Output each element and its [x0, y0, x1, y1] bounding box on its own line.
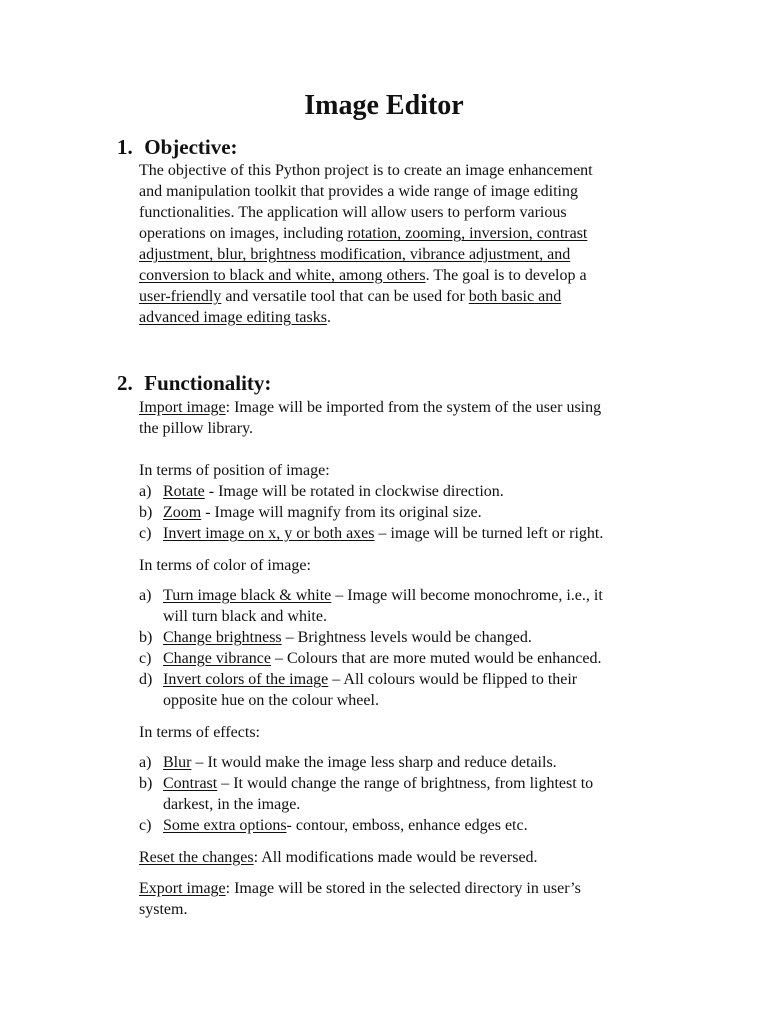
item-description: – Brightness levels would be changed.	[281, 629, 532, 646]
underlined-text: rotation, zooming, inversion, contrast	[347, 225, 588, 242]
item-description: – Colours that are more muted would be enhanced.	[270, 650, 602, 667]
list-item	[139, 481, 679, 502]
item-label: Zoom	[163, 504, 202, 521]
list-marker: c)	[139, 525, 152, 542]
text-run: and versatile tool that can be used for	[221, 288, 469, 305]
text-line	[139, 286, 679, 307]
text-line	[139, 181, 679, 202]
text-run: The objective of this Python project is to create an image enhancement	[139, 162, 593, 179]
import-image-label: Import image	[139, 399, 226, 416]
text-run: operations on images, including	[139, 225, 348, 242]
item-description: - Image will be rotated in clockwise direction.	[204, 483, 504, 500]
underlined-text: user-friendly	[139, 288, 222, 305]
text-run: functionalities. The application will allow users to perform various	[139, 204, 567, 221]
list-marker: d)	[139, 671, 153, 688]
list-marker: c)	[139, 650, 152, 667]
list-item	[139, 627, 679, 648]
text-line	[139, 223, 679, 244]
export-label: Export image	[139, 880, 226, 897]
section-heading-objective	[117, 134, 238, 160]
item-label: Invert image on x, y or both axes	[163, 525, 375, 542]
item-label: Turn image black & white	[163, 587, 332, 604]
list-marker: b)	[139, 629, 153, 646]
underlined-text: conversion to black and white, among others	[139, 267, 426, 284]
underlined-text: advanced image editing tasks	[139, 309, 327, 326]
position-intro: In terms of position of image:	[139, 462, 330, 479]
section-heading-functionality	[117, 370, 271, 396]
list-marker: b)	[139, 775, 153, 792]
text-line	[139, 244, 679, 265]
text-run: . The goal is to develop a	[425, 267, 587, 284]
item-description: – It would change the range of brightness, from lightest to	[217, 775, 594, 792]
list-marker: c)	[139, 817, 152, 834]
reset-text: : All modifications made would be reversed.	[253, 849, 538, 866]
item-label: Change brightness	[163, 629, 282, 646]
effects-list	[139, 752, 679, 836]
objective-paragraph	[139, 160, 679, 328]
text-run: .	[326, 309, 331, 326]
text-line	[139, 265, 679, 286]
color-intro: In terms of color of image:	[139, 557, 311, 574]
text-line	[139, 397, 679, 418]
underlined-text: both basic and	[468, 288, 562, 305]
list-marker: a)	[139, 587, 152, 604]
item-label: Rotate	[163, 483, 205, 500]
item-description: – All colours would be flipped to their	[328, 671, 578, 688]
item-label: Blur	[163, 754, 192, 771]
item-label: Some extra options	[163, 817, 287, 834]
item-continuation: opposite hue on the colour wheel.	[163, 692, 379, 709]
list-item	[139, 752, 679, 773]
import-text: : Image will be imported from the system of the user using	[225, 399, 602, 416]
text-run: and manipulation toolkit that provides a wide range of image editing	[139, 183, 578, 200]
text-line	[139, 878, 679, 899]
document-title: Image Editor	[304, 90, 464, 121]
section-number: 1.	[117, 135, 133, 159]
export-paragraph	[139, 878, 679, 920]
item-description: – Image will become monochrome, i.e., it	[331, 587, 603, 604]
section-number: 2.	[117, 371, 133, 395]
item-description: - Image will magnify from its original size.	[201, 504, 482, 521]
section-heading-text: Objective:	[144, 135, 238, 159]
position-list	[139, 481, 679, 544]
list-item	[139, 773, 679, 815]
list-marker: a)	[139, 754, 152, 771]
list-item	[139, 502, 679, 523]
text-line	[139, 160, 679, 181]
list-item	[139, 585, 679, 627]
reset-paragraph	[139, 847, 679, 868]
underlined-text: adjustment, blur, brightness modification, vibrance adjustment, and	[139, 246, 571, 263]
list-marker: b)	[139, 504, 153, 521]
import-paragraph	[139, 397, 679, 439]
list-item	[139, 815, 679, 836]
item-label: Invert colors of the image	[163, 671, 329, 688]
list-item	[139, 523, 679, 544]
item-description: – image will be turned left or right.	[374, 525, 604, 542]
item-label: Contrast	[163, 775, 218, 792]
effects-intro: In terms of effects:	[139, 724, 260, 741]
reset-label: Reset the changes	[139, 849, 254, 866]
item-description: – It would make the image less sharp and reduce details.	[191, 754, 557, 771]
item-description: - contour, emboss, enhance edges etc.	[286, 817, 528, 834]
text-line	[139, 202, 679, 223]
export-text: : Image will be stored in the selected directory in user’s	[225, 880, 581, 897]
list-item	[139, 669, 679, 711]
text-line	[139, 847, 679, 868]
color-list	[139, 585, 679, 711]
section-heading-text: Functionality:	[144, 371, 272, 395]
text-line: the pillow library.	[139, 420, 254, 437]
text-line: system.	[139, 901, 188, 918]
text-line	[139, 307, 679, 328]
item-continuation: will turn black and white.	[163, 608, 327, 625]
list-item	[139, 648, 679, 669]
item-continuation: darkest, in the image.	[163, 796, 301, 813]
list-marker: a)	[139, 483, 152, 500]
item-label: Change vibrance	[163, 650, 271, 667]
